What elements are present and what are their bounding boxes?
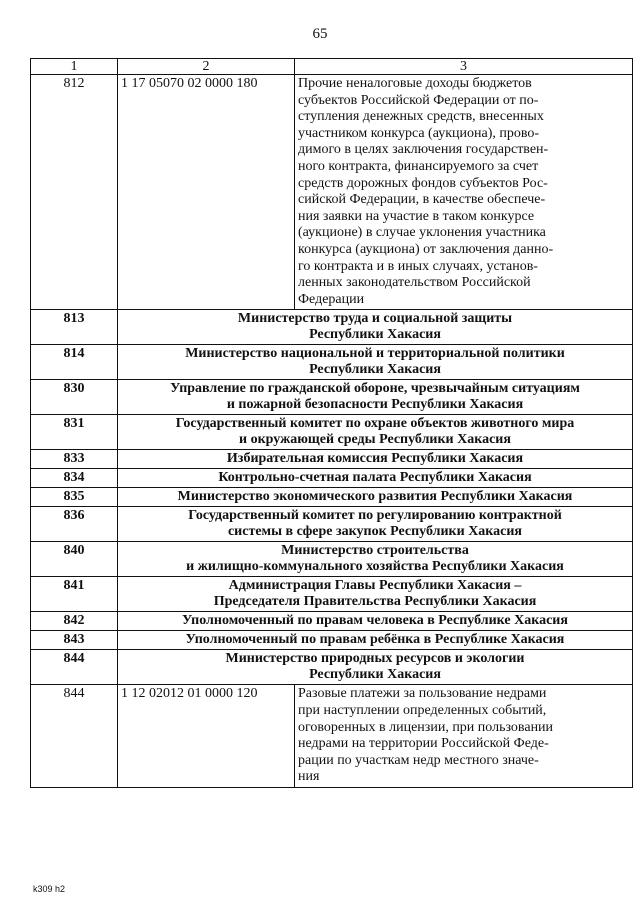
header-col-2: 2	[118, 59, 295, 75]
agency-code: 842	[31, 612, 118, 631]
agency-row	[31, 631, 633, 650]
desc-line: Разовые платежи за пользование недрами	[298, 686, 547, 702]
agency-row	[31, 469, 633, 488]
agency-name	[118, 542, 633, 577]
header-col-1: 1	[31, 59, 118, 75]
desc-line: недрами на территории Российской Феде-	[298, 736, 549, 752]
desc-line: ния заявки на участие в таком конкурсе	[298, 208, 535, 224]
desc-line: рации по участкам недр местного значе-	[298, 752, 539, 768]
table-row-812	[31, 75, 633, 310]
desc-line: конкурса (аукциона) от заключения данно-	[298, 241, 554, 257]
header-col-3: 3	[295, 59, 633, 75]
agency-name	[118, 345, 633, 380]
agency-name-line: и окружающей среды Республики Хакасия	[239, 432, 511, 448]
agency-name-line: и жилищно-коммунального хозяйства Республики Хакасия	[186, 559, 564, 575]
desc-line: Прочие неналоговые доходы бюджетов	[298, 76, 532, 91]
agency-name-line: системы в сфере закупок Республики Хакасия	[227, 524, 523, 540]
agency-code: 844	[31, 650, 118, 685]
desc-line: сийской Федерации, в качестве обеспече-	[298, 192, 546, 208]
desc-line: (аукционе) в случае уклонения участника	[298, 225, 546, 241]
agency-row	[31, 488, 633, 507]
agency-row	[31, 542, 633, 577]
agency-name-line: Министерство национальной и территориальной политики	[185, 346, 565, 362]
desc-line: оговоренных в лицензии, при пользовании	[298, 719, 554, 735]
agency-name-line: Республики Хакасия	[309, 362, 441, 378]
agency-name-line: Избирательная комиссия Республики Хакасия	[226, 451, 524, 467]
agency-name	[118, 488, 633, 507]
agency-row	[31, 345, 633, 380]
agency-name	[118, 650, 633, 685]
agency-name-line: Министерство труда и социальной защиты	[237, 311, 513, 327]
agency-name-line: Уполномоченный по правам ребёнка в Республике Хакасия	[185, 632, 565, 648]
desc-line: димого в целях заключения государствен-	[298, 142, 549, 158]
desc-line: средств дорожных фондов субъектов Рос-	[298, 175, 548, 191]
agency-code: 840	[31, 542, 118, 577]
agency-name	[118, 577, 633, 612]
agency-name	[118, 612, 633, 631]
agency-name-line: Государственный комитет по регулированию контрактной	[188, 508, 562, 524]
income-description	[295, 75, 633, 310]
admin-code: 812	[31, 75, 118, 310]
footer-document-code: k309 h2	[33, 884, 66, 894]
desc-line: ленных законодательством Российской	[298, 275, 531, 291]
agency-row	[31, 612, 633, 631]
agency-row	[31, 380, 633, 415]
desc-line: участником конкурса (аукциона), прово-	[298, 125, 540, 141]
agency-name-line: Управление по гражданской обороне, чрезвычайным ситуациям	[170, 381, 580, 397]
agency-name	[118, 380, 633, 415]
agency-name-line: Республики Хакасия	[309, 667, 441, 683]
agency-name	[118, 415, 633, 450]
page-number: 65	[312, 26, 328, 42]
agency-name	[118, 450, 633, 469]
kbk-code: 1 12 02012 01 0000 120	[118, 685, 295, 788]
desc-line: ного контракта, финансируемого за счет	[298, 158, 539, 174]
agency-name-line: Контрольно-счетная палата Республики Хакасия	[218, 470, 532, 486]
agency-name-line: Министерство экономического развития Республики Хакасия	[177, 489, 573, 505]
desc-line: Федерации	[298, 291, 365, 307]
agency-name	[118, 631, 633, 650]
agency-name-line: Уполномоченный по правам человека в Республике Хакасия	[182, 613, 568, 629]
table-row-844-detail	[31, 685, 633, 788]
desc-line: при наступлении определенных событий,	[298, 702, 547, 718]
agency-row	[31, 577, 633, 612]
agency-name-line: Администрация Главы Республики Хакасия –	[228, 578, 522, 594]
desc-line: ния	[298, 769, 320, 785]
agency-name	[118, 310, 633, 345]
agency-name-line: и пожарной безопасности Республики Хакасия	[226, 397, 524, 413]
table-header-row	[31, 59, 633, 75]
agency-row	[31, 650, 633, 685]
agency-code: 814	[31, 345, 118, 380]
agency-name-line: Министерство природных ресурсов и экологии	[225, 651, 525, 667]
agency-name-line: Государственный комитет по охране объектов животного мира	[175, 416, 575, 432]
agency-row	[31, 450, 633, 469]
agency-row	[31, 310, 633, 345]
desc-line: субъектов Российской Федерации от по-	[298, 92, 539, 108]
agency-name	[118, 469, 633, 488]
agency-code: 834	[31, 469, 118, 488]
agency-name	[118, 507, 633, 542]
agency-name-line: Республики Хакасия	[309, 327, 441, 343]
desc-line: ступления денежных средств, внесенных	[298, 109, 544, 125]
agency-code: 836	[31, 507, 118, 542]
agency-code: 830	[31, 380, 118, 415]
agency-name-line: Председателя Правительства Республики Хакасия	[213, 594, 537, 610]
agency-row	[31, 415, 633, 450]
agency-code: 833	[31, 450, 118, 469]
kbk-code: 1 17 05070 02 0000 180	[118, 75, 295, 310]
admin-code: 844	[31, 685, 118, 788]
agency-code: 841	[31, 577, 118, 612]
budget-codes-table	[30, 58, 633, 788]
income-description	[295, 685, 633, 788]
agency-code: 831	[31, 415, 118, 450]
agency-name-line: Министерство строительства	[281, 543, 469, 559]
agency-code: 813	[31, 310, 118, 345]
agency-code: 843	[31, 631, 118, 650]
agency-row	[31, 507, 633, 542]
desc-line: го контракта и в иных случаях, установ-	[298, 258, 538, 274]
agency-code: 835	[31, 488, 118, 507]
